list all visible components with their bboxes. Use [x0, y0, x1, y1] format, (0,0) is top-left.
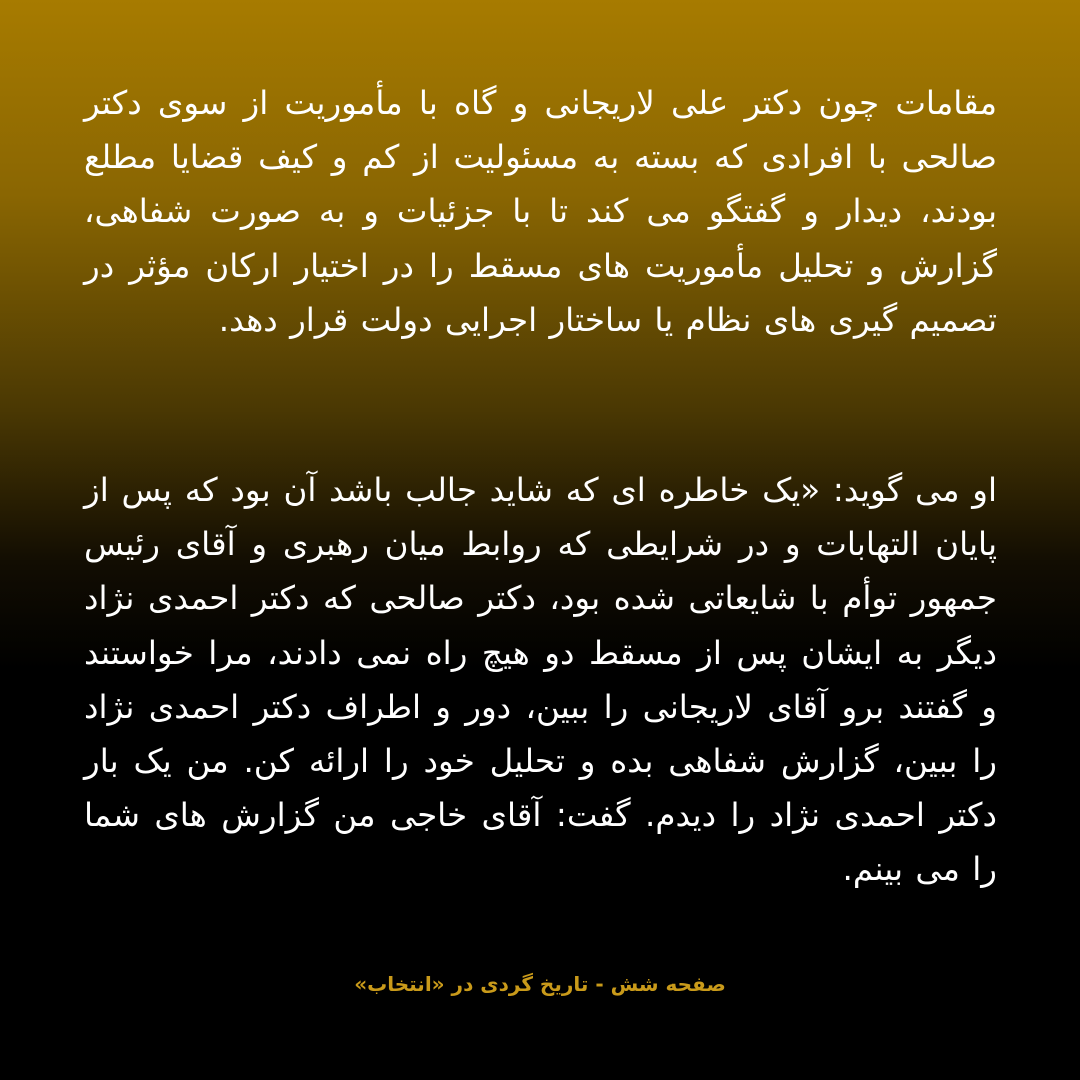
footer-caption: صفحه شش - تاریخ گردی در «انتخاب»	[354, 972, 726, 996]
paragraph-2: او می گوید: «یک خاطره ای که شاید جالب باشد آن بود که پس از پایان التهابات و در شرایطی که روابط میان رهبری و آقای رئیس جمهور توأم با شایعاتی شده بود، دکتر صالحی که دکتر احمدی نژاد دیگر به ایشان پس از مسقط دو هیچ راه نمی دادند، مرا خواستند و گفتند برو آقای لاریجانی را ببین، دور و اطراف دکتر احمدی نژاد را ببین، گزارش شفاهی بده و تحلیل خود را ارائه کن. من یک بار دکتر احمدی نژاد را دیدم. گفت: آقای خاجی من گزارش های شما را می بینم.	[84, 471, 997, 889]
paragraph-1: مقامات چون دکتر علی لاریجانی و گاه با مأموریت از سوی دکتر صالحی با افرادی که بسته به مسئولیت از کم و کیف قضایا مطلع بودند، دیدار و گفتگو می کند تا با جزئیات و به صورت شفاهی، گزارش و تحلیل مأموریت های مسقط را در اختیار ارکان مؤثر در تصمیم گیری های نظام یا ساختار اجرایی دولت قرار دهد.	[84, 84, 997, 339]
